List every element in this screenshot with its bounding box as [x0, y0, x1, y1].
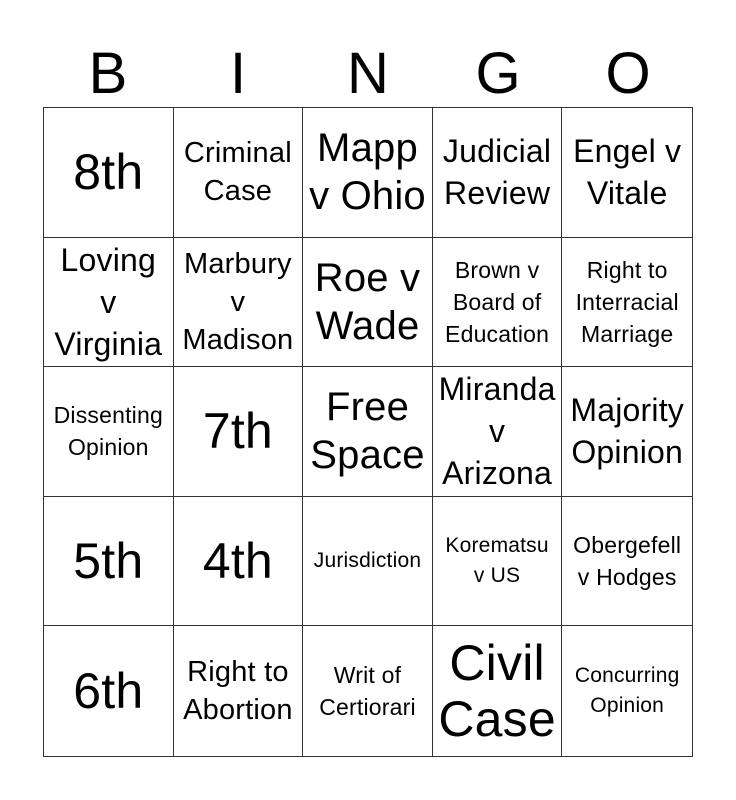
bingo-cell[interactable]: Majority Opinion: [562, 367, 692, 497]
bingo-cell[interactable]: Right to Interracial Marriage: [562, 238, 692, 368]
bingo-board: [43, 107, 693, 757]
header-letter-n: N: [347, 41, 389, 106]
bingo-cell[interactable]: 8th: [44, 108, 174, 238]
header-letter-o: O: [605, 41, 651, 106]
bingo-cell[interactable]: 7th: [174, 367, 304, 497]
bingo-cell[interactable]: Mapp v Ohio: [303, 108, 433, 238]
bingo-cell[interactable]: Loving v Virginia: [44, 238, 174, 368]
bingo-cell[interactable]: Concurring Opinion: [574, 664, 680, 718]
bingo-cell[interactable]: Civil Case: [433, 626, 563, 756]
header-letter-b: B: [88, 41, 128, 106]
bingo-cell[interactable]: Korematsu v US: [433, 497, 563, 627]
bingo-cell[interactable]: Writ of Certiorari: [303, 626, 433, 756]
header-letter-i: I: [229, 41, 247, 106]
bingo-cell[interactable]: Dissenting Opinion: [44, 367, 174, 497]
bingo-header: [43, 41, 693, 106]
bingo-cell[interactable]: Engel v Vitale: [562, 108, 692, 238]
free-space-cell[interactable]: Free Space: [303, 367, 433, 497]
bingo-cell[interactable]: Miranda v Arizona: [433, 367, 563, 497]
bingo-cell[interactable]: Roe v Wade: [303, 238, 433, 368]
bingo-cell[interactable]: 4th: [174, 497, 304, 627]
bingo-cell[interactable]: Jurisdiction: [303, 497, 433, 627]
bingo-cell[interactable]: Brown v Board of Education: [433, 238, 563, 368]
bingo-cell[interactable]: Obergefell v Hodges: [562, 497, 692, 627]
bingo-cell[interactable]: Judicial Review: [433, 108, 563, 238]
bingo-cell[interactable]: Marbury v Madison: [174, 238, 304, 368]
bingo-cell[interactable]: Right to Abortion: [174, 626, 304, 756]
bingo-cell[interactable]: Criminal Case: [174, 108, 304, 238]
header-letter-g: G: [475, 41, 521, 106]
bingo-cell[interactable]: 5th: [44, 497, 174, 627]
bingo-cell[interactable]: 6th: [44, 626, 174, 756]
